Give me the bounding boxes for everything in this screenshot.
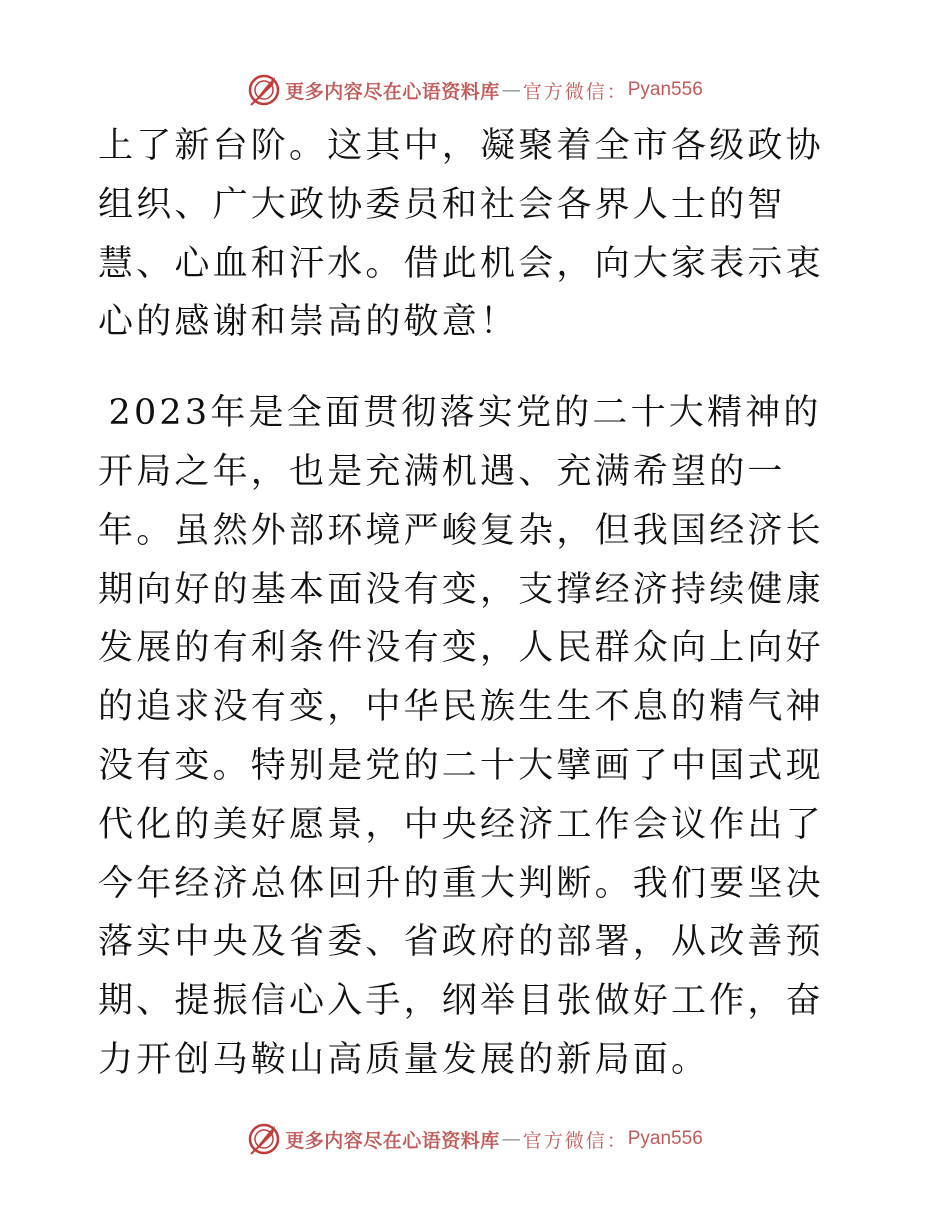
banner-site-text: 更多内容尽在心语资料库 [285, 80, 500, 103]
quill-pen-logo-icon [247, 1122, 281, 1156]
header-banner [0, 70, 950, 110]
footer-banner [0, 1119, 950, 1159]
banner-dash: — [501, 1128, 521, 1150]
banner-official-label: 官方微信： [522, 80, 628, 103]
banner-site-text: 更多内容尽在心语资料库 [285, 1129, 500, 1152]
quill-pen-logo-icon [247, 73, 281, 107]
paragraph-2: 2023年是全面贯彻落实党的二十大精神的开局之年，也是充满机遇、充满希望的一年。虽然外部环境严峻复杂，但我国经济长期向好的基本面没有变，支撑经济持续健康发展的有利条件没有变，人民群众向上向好的追求没有变，中华民族生生不息的精气神没有变。特别是党的二十大擘画了中国式现代化的美好愿景，中央经济工作会议作出了今年经济总体回升的重大判断。我们要坚决落实中央及省委、省政府的部署，从改善预期、提振信心入手，纲举目张做好工作，奋力开创马鞍山高质量发展的新局面。 [98, 393, 824, 1080]
paragraph-1: 上了新台阶。这其中，凝聚着全市各级政协组织、广大政协委员和社会各界人士的智慧、心血和汗水。借此机会，向大家表示衷心的感谢和崇高的敬意！ [98, 126, 824, 343]
banner-wechat-id: Pyan556 [627, 1128, 703, 1149]
banner-dash: — [501, 79, 521, 101]
document-body [98, 117, 858, 1090]
banner-wechat-id: Pyan556 [627, 79, 703, 100]
banner-official-label: 官方微信： [522, 1129, 628, 1152]
